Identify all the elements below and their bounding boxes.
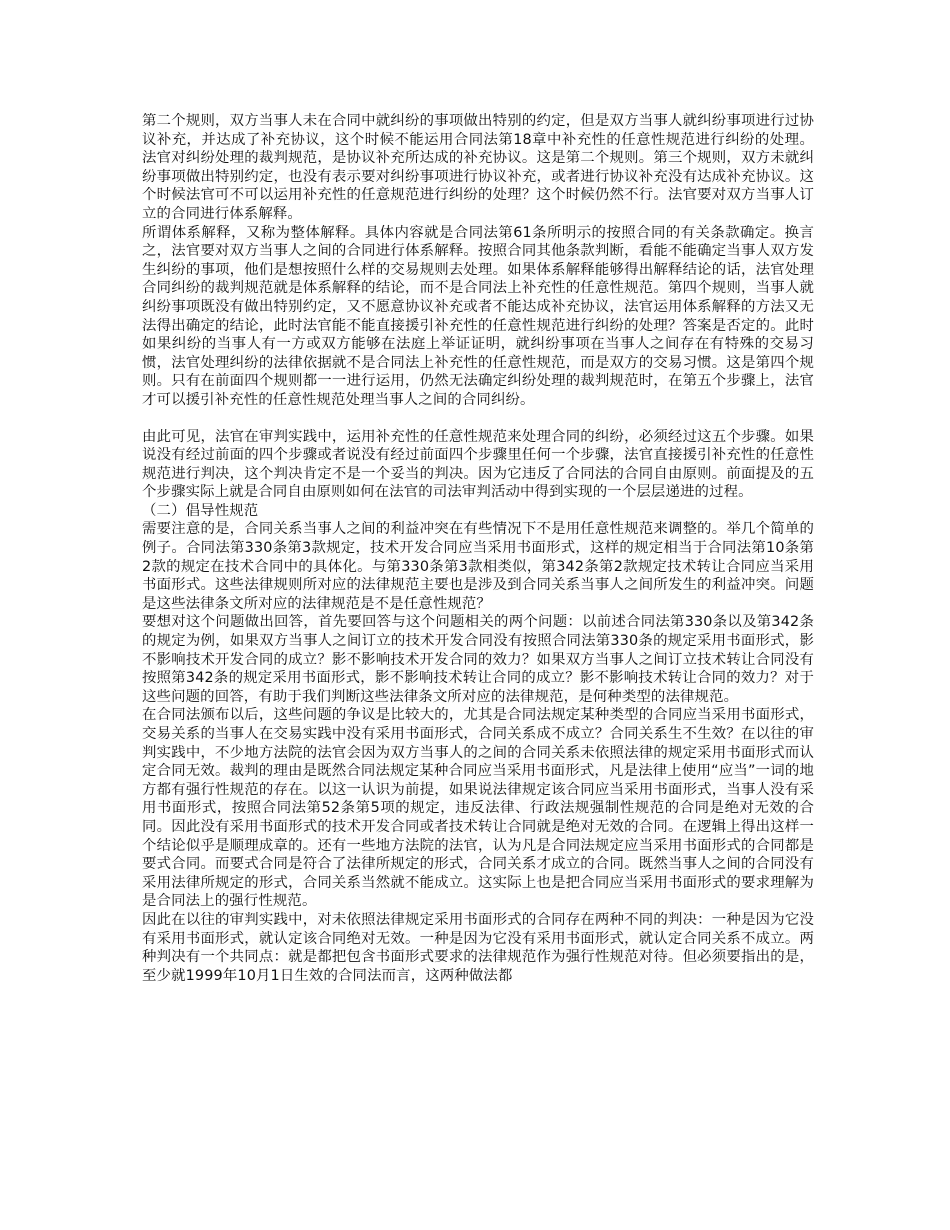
paragraph-two-judgments: 因此在以往的审判实践中，对未依照法律规定采用书面形式的合同存在两种不同的判决：一种是因为它没有采用书面形式，就认定该合同绝对无效。一种是因为它没有采用书面形式，就认定合同关系不成立。两种判决有一个共同点：就是都把包含书面形式要求的法律规范作为强行性规范对待。但必须要指出的是，至少就1999年10月1日生效的合同法而言，这两种做法都 [142, 911, 814, 984]
paragraph-five-steps-conclusion: 由此可见，法官在审判实践中，运用补充性的任意性规范来处理合同的纠纷，必须经过这五个步骤。如果说没有经过前面的四个步骤或者说没有经过前面四个步骤里任何一个步骤，法官直接援引补充性的任意性规范进行判决，这个判决肯定不是一个妥当的判决。因为它违反了合同法的合同自由原则。前面提及的五个步骤实际上就是合同自由原则如何在法官的司法审判活动中得到实现的一个层层递进的过程。 [142, 428, 814, 501]
paragraph-examples: 需要注意的是，合同关系当事人之间的利益冲突在有些情况下不是用任意性规范来调整的。举几个简单的例子。合同法第330条第3款规定，技术开发合同应当采用书面形式，这样的规定相当于合同法第10条第2款的规定在技术合同中的具体化。与第330条第3款相类似，第342条第2款规定技术转让合同应当采用书面形式。这些法律规则所对应的法律规范主要也是涉及到合同关系当事人之间所发生的利益冲突。问题是这些法律条文所对应的法律规范是不是任意性规范？ [142, 521, 814, 612]
paragraph-controversy: 在合同法颁布以后，这些问题的争议是比较大的，尤其是合同法规定某种类型的合同应当采用书面形式，交易关系的当事人在交易实践中没有采用书面形式，合同关系成不成立？合同关系生不生效？在以往的审判实践中，不少地方法院的法官会因为双方当事人的之间的合同关系未依照法律的规定采用书面形式而认定合同无效。裁判的理由是既然合同法规定某种合同应当采用书面形式，凡是法律上使用“应当”一词的地方都有强行性规范的存在。以这一认识为前提，如果说法律规定该合同应当采用书面形式，当事人没有采用书面形式，按照合同法第52条第5项的规定，违反法律、行政法规强制性规范的合同是绝对无效的合同。因此没有采用书面形式的技术开发合同或者技术转让合同就是绝对无效的合同。在逻辑上得出这样一个结论似乎是顺理成章的。还有一些地方法院的法官，认为凡是合同法规定应当采用书面形式的合同都是要式合同。而要式合同是符合了法律所规定的形式，合同关系才成立的合同。既然当事人之间的合同没有采用法律所规定的形式，合同关系当然就不能成立。这实际上也是把合同应当采用书面形式的要求理解为是合同法上的强行性规范。 [142, 707, 814, 910]
paragraph-systematic-interpretation: 所谓体系解释，又称为整体解释。具体内容就是合同法第61条所明示的按照合同的有关条款确定。换言之，法官要对双方当事人之间的合同进行体系解释。按照合同其他条款判断，看能不能确定当事人双方发生纠纷的事项，他们是想按照什么样的交易规则去处理。如果体系解释能够得出解释结论的话，法官处理合同纠纷的裁判规范就是体系解释的结论，而不是合同法上补充性的任意性规范。第四个规则，当事人就纠纷事项既没有做出特别约定，又不愿意协议补充或者不能达成补充协议，法官运用体系解释的方法又无法得出确定的结论，此时法官能不能直接援引补充性的任意性规范进行纠纷的处理？答案是否定的。此时如果纠纷的当事人有一方或双方能够在法庭上举证证明，就纠纷事项在当事人之间存在有特殊的交易习惯，法官处理纠纷的法律依据就不是合同法上补充性的任意性规范，而是双方的交易习惯。这是第四个规则。只有在前面四个规则都一一进行运用，仍然无法确定纠纷处理的裁判规范时，在第五个步骤上，法官才可以援引补充性的任意性规范处理当事人之间的合同纠纷。 [142, 224, 814, 408]
section-heading-advocacy-norms: （二）倡导性规范 [142, 502, 259, 519]
paragraph-questions: 要想对这个问题做出回答，首先要回答与这个问题相关的两个问题：以前述合同法第330条以及第342条的规定为例，如果双方当事人之间订立的技术开发合同没有按照合同法第330条的规定采用书面形式，影不影响技术开发合同的成立？影不影响技术开发合同的效力？如果双方当事人之间订立技术转让合同没有按照第342条的规定采用书面形式，影不影响技术转让合同的成立？影不影响技术转让合同的效力？对于这些问题的回答，有助于我们判断这些法律条文所对应的法律规范，是何种类型的法律规范。 [142, 614, 814, 705]
paragraph-rule-two-three: 第二个规则，双方当事人未在合同中就纠纷的事项做出特别的约定，但是双方当事人就纠纷事项进行过协议补充，并达成了补充协议，这个时候不能运用合同法第18章中补充性的任意性规范进行纠纷的处理。法官对纠纷处理的裁判规范，是协议补充所达成的补充协议。这是第二个规则。第三个规则，双方未就纠纷事项做出特别约定，也没有表示要对纠纷事项进行协议补充，或者进行协议补充没有达成补充协议。这个时候法官可不可以运用补充性的任意规范进行纠纷的处理？这个时候仍然不行。法官要对双方当事人订立的合同进行体系解释。 [142, 113, 814, 222]
document-body [142, 112, 814, 985]
